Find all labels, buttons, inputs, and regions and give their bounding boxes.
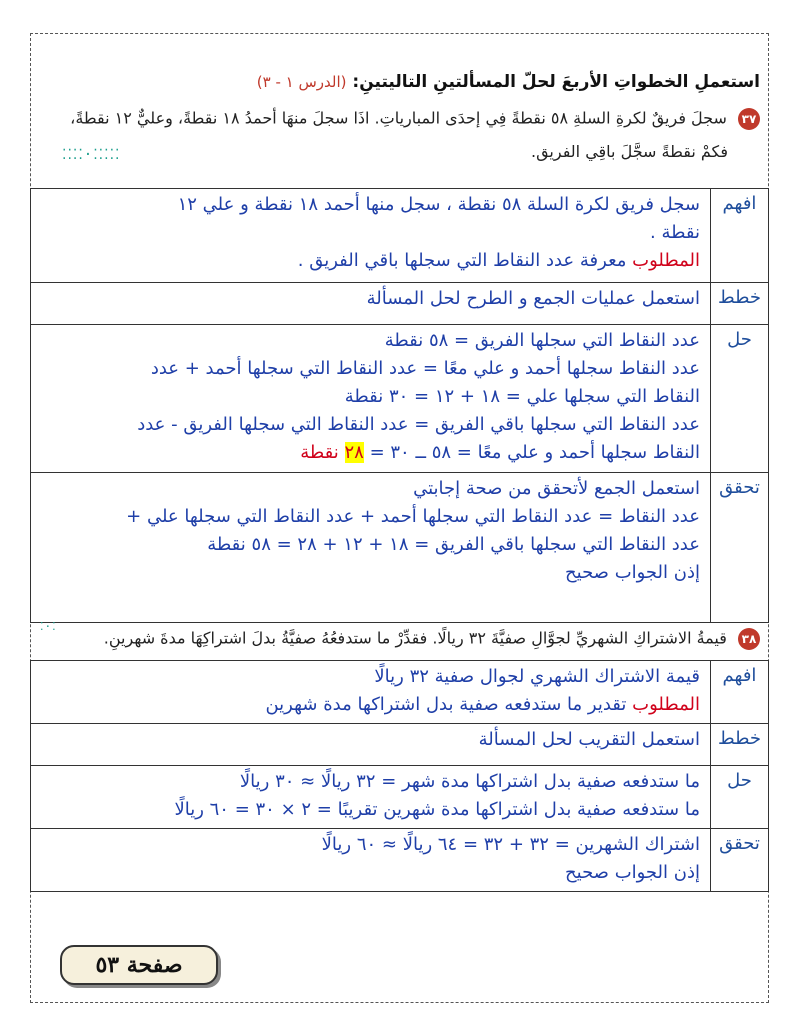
solve-body [31,325,711,473]
solve-line-5 [39,439,700,467]
required-text: معرفة عدد النقاط التي سجلها باقي الفريق . [297,250,633,271]
solve-line-4: عدد النقاط التي سجلها باقي الفريق = عدد النقاط التي سجلها الفريق - عدد [137,414,700,435]
understand-line-1: قيمة الاشتراك الشهري لجوال صفية ٣٢ ريالًا [374,666,700,687]
step-label-solve: حل [711,325,769,473]
lesson-reference: (الدرس ١ - ٣) [256,73,347,91]
plan-body: استعمل عمليات الجمع و الطرح لحل المسألة [31,283,711,325]
understand-body [31,189,711,283]
check-body [31,473,711,623]
solve-body [31,766,711,829]
question-37-line-2: فكمْ نقطةً سجَّلَ باقِي الفريق. [530,142,728,161]
plan-row [31,724,769,766]
understand-line-2: نقطة . [650,222,700,243]
step-label-plan: خطط [711,283,769,325]
check-body [31,829,711,892]
decorative-dots-icon: ⁚·⁚ [40,620,57,633]
step-label-understand: افهم [711,189,769,283]
instruction-text: استعملِ الخطواتِ الأربعَ لحلّ المسألتينِ التاليتينِ: [352,72,760,92]
check-line-1: اشتراك الشهرين = ٣٢ + ٣٢ = ٦٤ ريالًا ≈ ٦٠ ريالًا [321,834,700,855]
step-label-check: تحقق [711,829,769,892]
question-number-badge: ٣٨ [738,628,760,650]
check-line-2: إذن الجواب صحيح [565,862,700,883]
solve-line-2: ما ستدفعه صفية بدل اشتراكها مدة شهرين تقريبًا = ٢ × ٣٠ = ٦٠ ريالًا [174,799,700,820]
check-line-4: إذن الجواب صحيح [565,562,700,583]
step-label-check: تحقق [711,473,769,623]
check-row [31,473,769,623]
plan-body: استعمل التقريب لحل المسألة [31,724,711,766]
plan-row [31,283,769,325]
understand-row [31,189,769,283]
decorative-dots-icon: ⁚⁚⁚⁚⁚·⁚⁚⁚⁚ [62,147,121,163]
check-line-2: عدد النقاط = عدد النقاط التي سجلها أحمد + عدد النقاط التي سجلها علي + [126,506,700,527]
required-line [39,691,700,719]
step-label-plan: خطط [711,724,769,766]
question-37-line-1 [70,108,760,130]
required-word: المطلوب [632,250,700,271]
page-number-badge: صفحة ٥٣ [60,945,218,985]
solve-line-1: ما ستدفعه صفية بدل اشتراكها مدة شهر = ٣٢ ريالًا ≈ ٣٠ ريالًا [239,771,700,792]
step-label-understand: افهم [711,661,769,724]
solve-row [31,325,769,473]
solve-line-2: عدد النقاط سجلها أحمد و علي معًا = عدد النقاط التي سجلها أحمد + عدد [150,358,700,379]
step-label-solve: حل [711,766,769,829]
check-line-1: استعمل الجمع لأتحقق من صحة إجابتي [413,478,700,499]
understand-row [31,661,769,724]
required-word: المطلوب [632,694,700,715]
question-37-solution-table [30,188,769,623]
question-37-text-1: سجلَ فريقٌ لكرةِ السلةِ ٥٨ نقطةً فِي إحدَى المبارياتِ. اذَا سجلَ منهَا أحمدُ ١٨ نقطةً، وعليٌّ ١٢ نقطةً، [70,108,727,128]
solve-line-3: النقاط التي سجلها علي = ١٨ + ١٢ = ٣٠ نقطة [344,386,700,407]
solve-line-1: عدد النقاط التي سجلها الفريق = ٥٨ نقطة [384,330,700,351]
required-text: تقدير ما ستدفعه صفية بدل اشتراكها مدة شهرين [265,694,633,715]
solve-line-5-text: النقاط سجلها أحمد و علي معًا = ٥٨ ــ ٣٠ = [363,442,700,463]
required-line [39,247,700,275]
instruction-heading [40,72,760,92]
check-line-3: عدد النقاط التي سجلها باقي الفريق = ١٨ + ١٢ + ٢٨ = ٥٨ نقطة [207,534,700,555]
check-row [31,829,769,892]
understand-body [31,661,711,724]
question-38-solution-table [30,660,769,984]
understand-line-1: سجل فريق لكرة السلة ٥٨ نقطة ، سجل منها أحمد ١٨ نقطة و علي ١٢ [177,194,700,215]
question-38-text-1: قيمةُ الاشتراكِ الشهريِّ لجوَّالِ صفيَّةَ ٣٢ ريالًا. فقدِّرْ ما ستدفعُهُ صفيَّةُ بدلَ اشتراكِهَا مدةَ شهرينِ. [103,628,727,648]
solve-row [31,766,769,829]
question-number-badge: ٣٧ [738,108,760,130]
final-answer-highlight: ٢٨ [344,442,364,463]
question-38-line-1 [104,628,760,650]
final-answer-unit: نقطة [300,442,345,463]
